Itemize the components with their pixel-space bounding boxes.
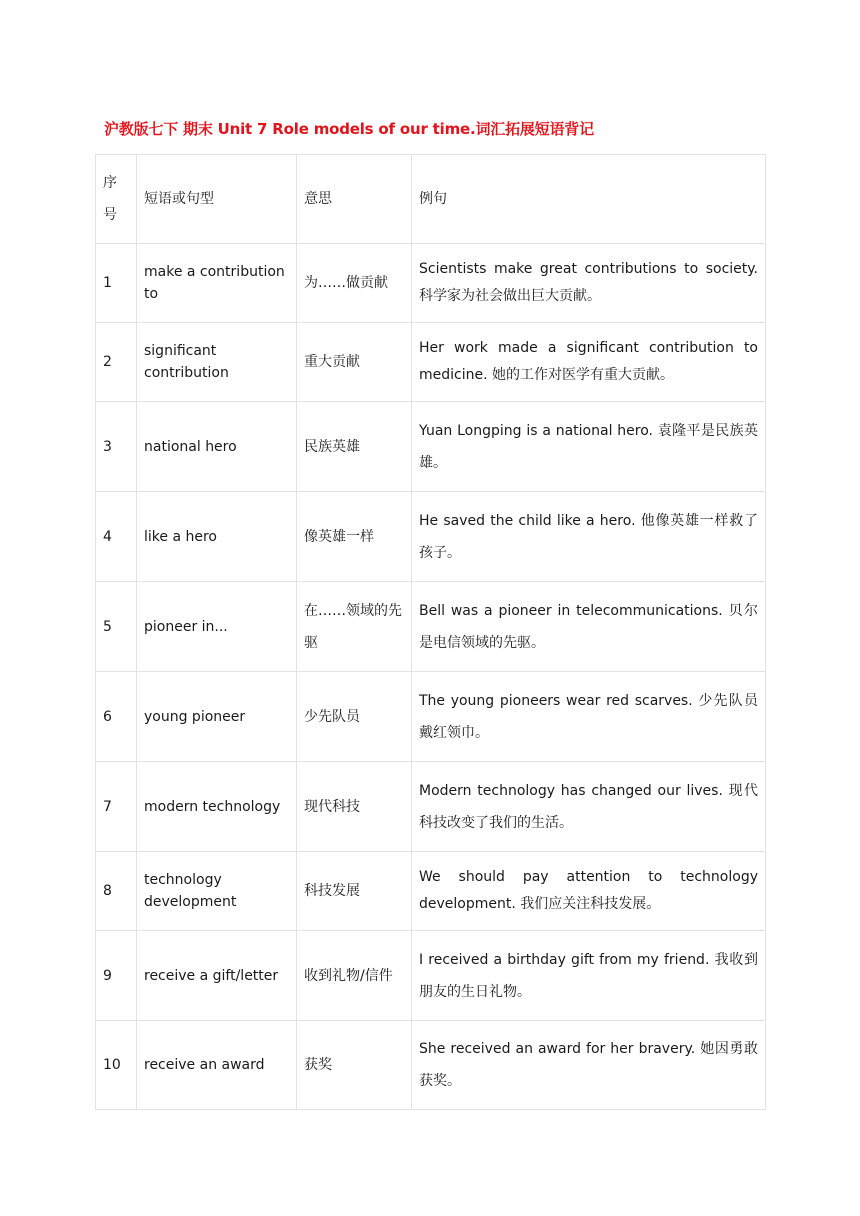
row-phrase: young pioneer [137, 672, 297, 762]
row-phrase: receive a gift/letter [137, 931, 297, 1021]
row-meaning: 少先队员 [297, 672, 412, 762]
row-phrase: technology development [137, 852, 297, 931]
row-example: Modern technology has changed our lives. 现代科技改变了我们的生活。 [412, 762, 766, 852]
table-row [96, 323, 766, 402]
row-number: 1 [96, 244, 137, 323]
row-meaning: 为……做贡献 [297, 244, 412, 323]
vocabulary-table [95, 154, 766, 1110]
table-row [96, 852, 766, 931]
row-meaning: 民族英雄 [297, 402, 412, 492]
row-number: 10 [96, 1021, 137, 1110]
header-number: 序号 [96, 155, 137, 244]
row-example: Scientists make great contributions to society. 科学家为社会做出巨大贡献。 [412, 244, 766, 323]
row-phrase: national hero [137, 402, 297, 492]
row-meaning: 科技发展 [297, 852, 412, 931]
row-meaning: 重大贡献 [297, 323, 412, 402]
row-phrase: like a hero [137, 492, 297, 582]
row-phrase: pioneer in... [137, 582, 297, 672]
header-phrase: 短语或句型 [137, 155, 297, 244]
header-example: 例句 [412, 155, 766, 244]
row-example: Bell was a pioneer in telecommunications. 贝尔是电信领域的先驱。 [412, 582, 766, 672]
table-row [96, 244, 766, 323]
table-header-row [96, 155, 766, 244]
row-example: The young pioneers wear red scarves. 少先队员戴红领巾。 [412, 672, 766, 762]
row-meaning: 像英雄一样 [297, 492, 412, 582]
row-number: 4 [96, 492, 137, 582]
row-number: 7 [96, 762, 137, 852]
table-row [96, 931, 766, 1021]
row-example: Yuan Longping is a national hero. 袁隆平是民族英雄。 [412, 402, 766, 492]
row-phrase: significant contribution [137, 323, 297, 402]
document-title: 沪教版七下 期末 Unit 7 Role models of our time.词汇拓展短语背记 [104, 120, 594, 138]
row-number: 2 [96, 323, 137, 402]
row-example: I received a birthday gift from my friend. 我收到朋友的生日礼物。 [412, 931, 766, 1021]
table-row [96, 582, 766, 672]
row-example: She received an award for her bravery. 她因勇敢获奖。 [412, 1021, 766, 1110]
row-meaning: 在……领域的先驱 [297, 582, 412, 672]
row-number: 9 [96, 931, 137, 1021]
table-row [96, 492, 766, 582]
row-number: 3 [96, 402, 137, 492]
row-example: Her work made a significant contribution to medicine. 她的工作对医学有重大贡献。 [412, 323, 766, 402]
row-phrase: receive an award [137, 1021, 297, 1110]
table-row [96, 762, 766, 852]
row-number: 6 [96, 672, 137, 762]
row-number: 8 [96, 852, 137, 931]
row-phrase: make a contribution to [137, 244, 297, 323]
table-row [96, 1021, 766, 1110]
row-meaning: 收到礼物/信件 [297, 931, 412, 1021]
row-meaning: 获奖 [297, 1021, 412, 1110]
table-row [96, 402, 766, 492]
table-row [96, 672, 766, 762]
row-number: 5 [96, 582, 137, 672]
row-meaning: 现代科技 [297, 762, 412, 852]
row-example: He saved the child like a hero. 他像英雄一样救了孩子。 [412, 492, 766, 582]
row-phrase: modern technology [137, 762, 297, 852]
row-example: We should pay attention to technology development. 我们应关注科技发展。 [412, 852, 766, 931]
header-meaning: 意思 [297, 155, 412, 244]
